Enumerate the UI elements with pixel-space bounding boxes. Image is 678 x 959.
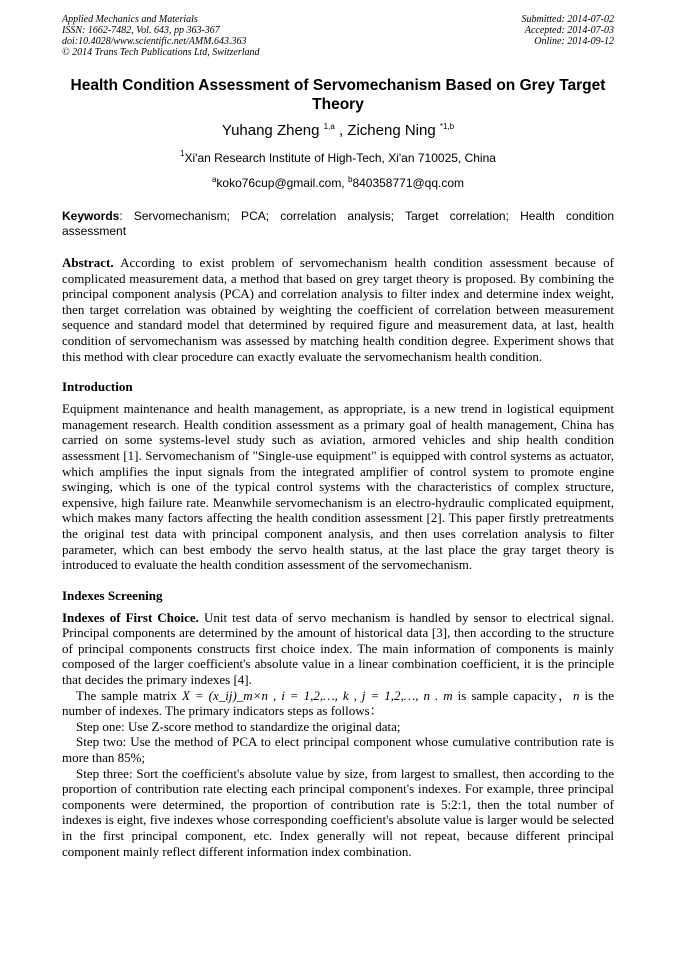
paper-title: Health Condition Assessment of Servomechanism Based on Grey Target Theory — [70, 77, 606, 113]
introduction-heading: Introduction — [62, 379, 133, 395]
issn-line: ISSN: 1662-7482, Vol. 643, pp 363-367 — [62, 25, 220, 36]
email-a: koko76cup@gmail.com, — [216, 176, 348, 190]
email-b-sup: b — [347, 175, 353, 184]
copyright-line: © 2014 Trans Tech Publications Ltd, Switzerland — [62, 47, 260, 58]
sample-n: n — [572, 687, 580, 703]
author-2: Zicheng Ning — [347, 122, 440, 139]
author-1: Yuhang Zheng — [221, 122, 324, 139]
submitted-date: Submitted: 2014-07-02 — [521, 14, 614, 25]
indexes-heading: Indexes Screening — [62, 587, 163, 603]
journal-info — [62, 14, 260, 58]
abstract-label: Abstract. — [62, 255, 114, 270]
sample-pre: The sample matrix — [76, 687, 182, 703]
sample-matrix-paragraph — [62, 688, 614, 719]
date-info — [522, 14, 615, 58]
sample-post: is sample capacity， — [452, 687, 573, 703]
step-one: Step one: Use Z-score method to standardize the original data; — [76, 718, 401, 734]
author-2-sup: *1,b — [439, 122, 455, 131]
keywords — [62, 209, 614, 239]
abstract — [62, 255, 614, 364]
abstract-text: According to exist problem of servomechanism health condition assessment because of complicated measurement data, a method that based on grey target theory is proposed. By combining the principal component analysis (PCA) and correlation analysis to filter index and determine index weight, then target correlation was obtained by weighting the coefficient of correlation between measurement sequence and standard model that determined by required figure and measurement data, at last, health condition of servomechanism was assessed by matching health condition degree. Experiment shows that this method with clear procedure can exactly evaluate the servomechanism health condition. — [62, 255, 614, 364]
sample-matrix-formula: X = (x_ij)_m×n , i = 1,2,…, k , j = 1,2,…, n . m — [181, 687, 453, 703]
step-three: Step three: Sort the coefficient's absolute value by size, from largest to smallest, then according to the proportion of contribution rate electing each principal component's indexes. For example, three principal components were determined, the proportion of contribution rate is 5:2:1, then the total number of indexes is eight, five indexes whose corresponding coefficient's absolute value is larger would be selected in the first principal component, etc. Index generally will not repeat, because different principal component mainly reflect different information index combination. — [62, 765, 614, 859]
author-separator: , — [334, 122, 348, 139]
email-a-sup: a — [211, 175, 217, 184]
author-line — [62, 118, 614, 140]
accepted-date: Accepted: 2014-07-03 — [524, 25, 614, 36]
email-b: 840358771@qq.com — [352, 176, 465, 190]
affiliation-text: Xi'an Research Institute of High-Tech, Xi'an 710025, China — [184, 151, 496, 165]
keywords-text: : Servomechanism; PCA; correlation analysis; Target correlation; Health condition assessment — [62, 209, 614, 238]
author-1-sup: 1,a — [323, 122, 335, 131]
introduction-paragraph: Equipment maintenance and health management, as appropriate, is a new trend in logistical equipment management research. Health condition assessment as a primary goal of health management, China has carried on some systems-level study such as aviation, armored vehicles and ship health condition assessment [1]. Servomechanism of "Single-use equipment" is equipped with control systems as actuator, which amplifies the input signals from the integrated amplifier of control system to promote engine swinging, which is one of the typical control systems with the characteristics of complex structure, expensive, high failure rate. Meanwhile servomechanism is an electro-hydraulic complicated equipment, which makes many factors affecting the health condition assessment [2]. This paper firstly pretreatments the original test data with principal component analysis, and then uses correlation analysis to filter parameter, which can best embody the servo health status, at the last place the gray target theory is introduced to evaluate the health condition assessment of the servomechanism. — [62, 401, 614, 573]
journal-name: Applied Mechanics and Materials — [62, 14, 198, 25]
journal-header — [62, 14, 614, 58]
paper-page — [62, 14, 614, 859]
doi-line: doi:10.4028/www.scientific.net/AMM.643.363 — [62, 36, 247, 47]
online-date: Online: 2014-09-12 — [534, 36, 614, 47]
first-choice-text: Unit test data of servo mechanism is handled by sensor to electrical signal. Principal components are determined by the amount of historical data [3], then according to the structure of principal components constructs first choice index. The main information of components is mainly composed of the larger coefficient's absolute value in a linear combination coefficient, it is the principle that decides the primary indexes [4]. — [62, 609, 615, 688]
affiliation — [62, 146, 614, 166]
first-choice-label: Indexes of First Choice. — [62, 609, 199, 625]
emails — [62, 172, 614, 191]
first-choice-paragraph — [62, 610, 614, 688]
step-two: Step two: Use the method of PCA to elect principal component whose cumulative contribution rate is more than 85%; — [62, 734, 614, 766]
sample-post2: is the number of indexes. The primary indicators steps as follows： — [62, 687, 614, 719]
keywords-label: Keywords — [62, 209, 120, 223]
affiliation-sup: 1 — [180, 149, 185, 158]
